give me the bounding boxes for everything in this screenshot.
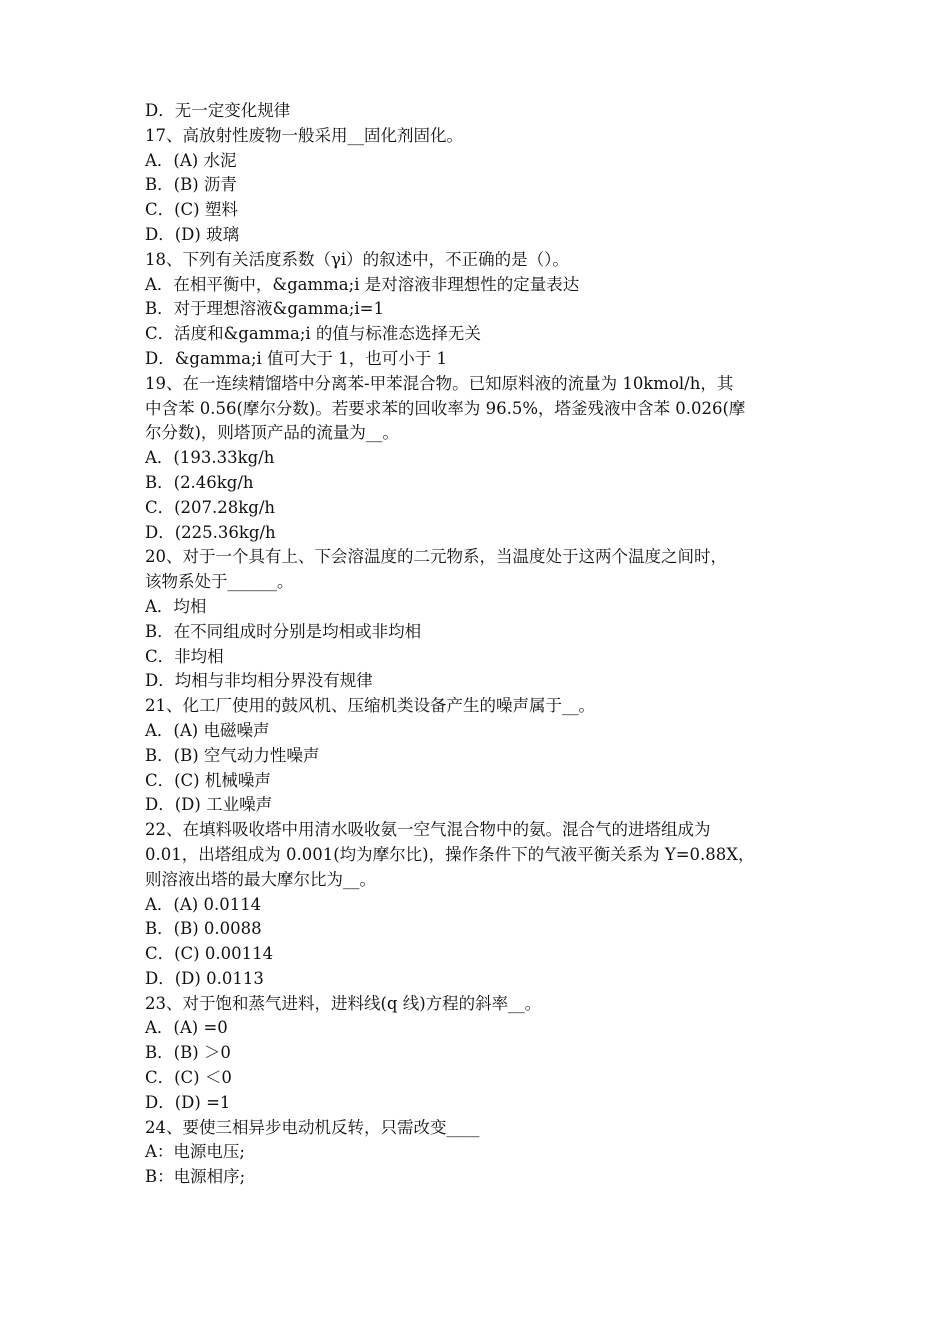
- option-line: D．均相与非均相分界没有规律: [145, 671, 373, 691]
- question-line: 尔分数)，则塔顶产品的流量为__。: [145, 423, 399, 443]
- option-line: D．(D) 玻璃: [145, 224, 240, 244]
- question-line: 20、对于一个具有上、下会溶温度的二元物系，当温度处于这两个温度之间时，: [145, 547, 727, 567]
- question-line: 17、高放射性废物一般采用__固化剂固化。: [145, 125, 463, 145]
- option-line: D．&gamma;i 值可大于 1，也可小于 1: [145, 348, 448, 368]
- question-line: 21、化工厂使用的鼓风机、压缩机类设备产生的噪声属于__。: [145, 696, 595, 716]
- option-line: A．(193.33kg/h: [145, 448, 275, 468]
- question-line: 中含苯 0.56(摩尔分数)。若要求苯的回收率为 96.5%，塔釜残液中含苯 0.026(摩: [145, 398, 746, 418]
- option-line: A．(A) 水泥: [145, 150, 237, 170]
- option-line: D．(D) 工业噪声: [145, 795, 273, 815]
- question-line: 24、要使三相异步电动机反转，只需改变____: [145, 1117, 480, 1137]
- option-line: A．在相平衡中，&gamma;i 是对溶液非理想性的定量表达: [145, 274, 580, 294]
- option-line: D．(225.36kg/h: [145, 522, 276, 542]
- question-line: 22、在填料吸收塔中用清水吸收氨一空气混合物中的氨。混合气的进塔组成为: [145, 820, 711, 840]
- option-line: B．(B) 沥青: [145, 175, 237, 195]
- option-line: A．(A) 电磁噪声: [145, 720, 270, 740]
- option-line: A．(A) 0.0114: [145, 894, 262, 914]
- document-page: [145, 99, 807, 1190]
- question-line: 18、下列有关活度系数（γi）的叙述中，不正确的是（）。: [145, 249, 569, 269]
- option-line: A：电源电压;: [145, 1142, 245, 1162]
- option-line: B：电源相序;: [145, 1167, 246, 1187]
- option-line: A．(A) =0: [145, 1018, 228, 1038]
- option-line: A．均相: [145, 596, 207, 616]
- option-line: B．在不同组成时分别是均相或非均相: [145, 621, 422, 641]
- option-line: B．(B) ＞0: [145, 1043, 231, 1063]
- option-line: C．(C) 机械噪声: [145, 770, 271, 790]
- option-line: B．对于理想溶液&gamma;i=1: [145, 299, 385, 319]
- option-line: C．(207.28kg/h: [145, 497, 276, 517]
- option-line: D．(D) 0.0113: [145, 968, 264, 988]
- option-line: C．非均相: [145, 646, 224, 666]
- option-line: B．(B) 0.0088: [145, 919, 262, 939]
- option-line: C．(C) 塑料: [145, 200, 238, 220]
- question-line: 则溶液出塔的最大摩尔比为__。: [145, 869, 376, 889]
- option-line: B．(B) 空气动力性噪声: [145, 745, 320, 765]
- option-line: D．(D) =1: [145, 1092, 231, 1112]
- question-line: 19、在一连续精馏塔中分离苯-甲苯混合物。已知原料液的流量为 10kmol/h，其: [145, 373, 734, 393]
- option-line: B．(2.46kg/h: [145, 472, 254, 492]
- option-line: C．(C) ＜0: [145, 1068, 232, 1088]
- question-line: 0.01，出塔组成为 0.001(均为摩尔比)，操作条件下的气液平衡关系为 Y=0.88X，: [145, 844, 755, 864]
- text-line: D．无一定变化规律: [145, 101, 291, 120]
- option-line: C．(C) 0.00114: [145, 944, 274, 964]
- option-line: C．活度和&gamma;i 的值与标准态选择无关: [145, 324, 481, 344]
- question-line: 23、对于饱和蒸气进料，进料线(q 线)方程的斜率__。: [145, 993, 542, 1013]
- question-line: 该物系处于______。: [145, 572, 294, 592]
